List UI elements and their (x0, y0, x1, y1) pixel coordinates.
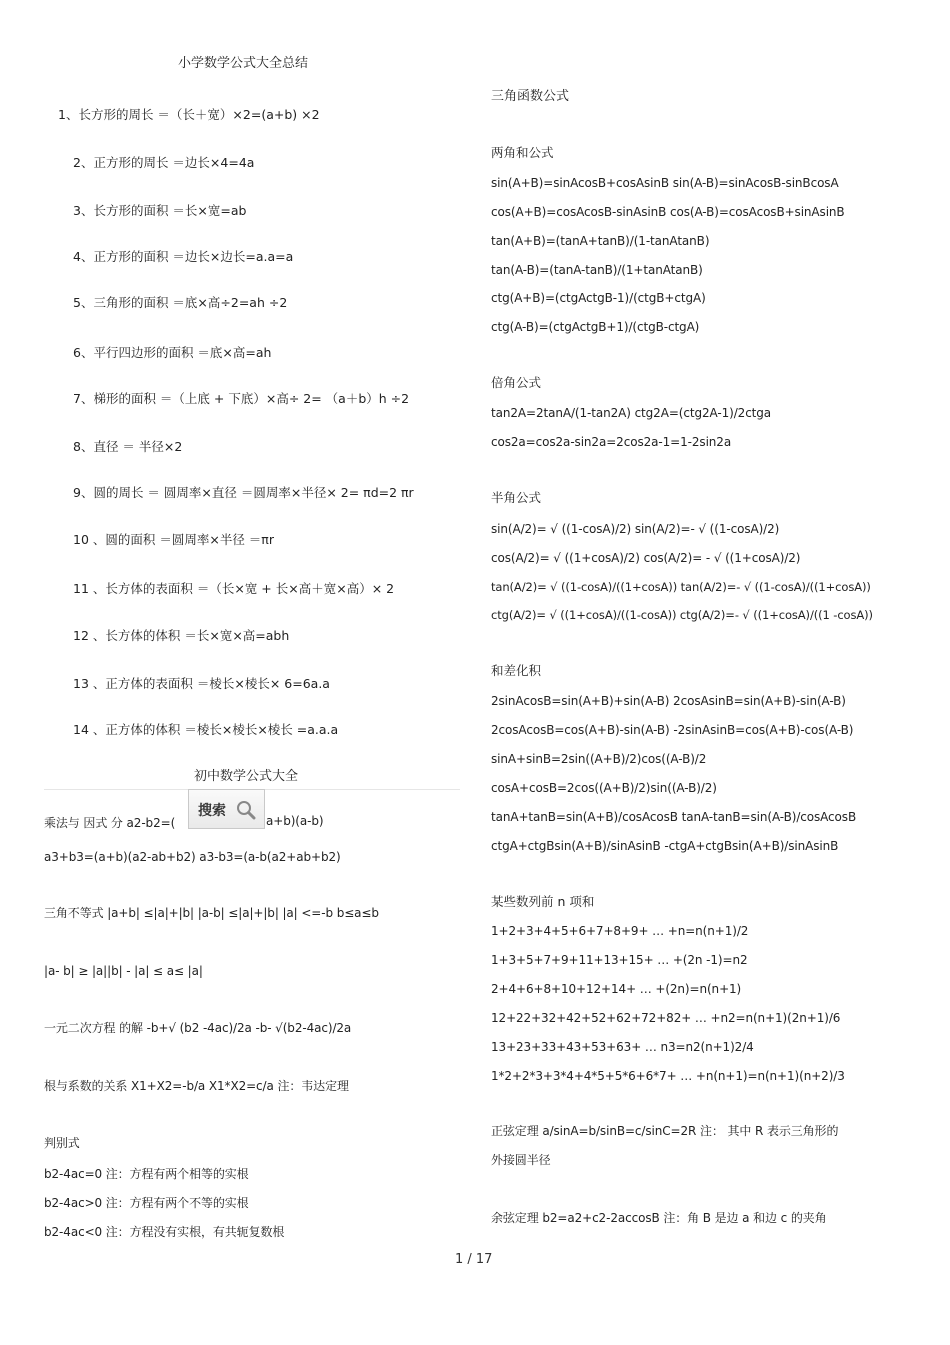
formula-line: cos(A/2)= √ ((1+cosA)/2) cos(A/2)= - √ ((1+cosA)/2) (491, 551, 801, 565)
formula-line: tan(A-B)=(tanA-tanB)/(1+tanAtanB) (491, 263, 703, 277)
formula-line: sin(A+B)=sinAcosB+cosAsinB sin(A-B)=sinAcosB-sinBcosA (491, 176, 839, 190)
list-item: 8、直径 ＝ 半径×2 (73, 439, 183, 454)
formula-line: 2sinAcosB=sin(A+B)+sin(A-B) 2cosAsinB=sin(A+B)-sin(A-B) (491, 694, 846, 708)
formula-line: b2-4ac>0 注：方程有两个不等的实根 (44, 1196, 249, 1210)
page-indicator: 1 / 17 (455, 1252, 493, 1267)
list-item: 3、长方形的面积 ＝长×宽=ab (73, 203, 247, 218)
formula-line: ctg(A/2)= √ ((1+cosA)/((1-cosA)) ctg(A/2)=- √ ((1+cosA)/((1 -cosA)) (491, 608, 873, 622)
list-item: 4、正方形的面积 ＝边长×边长=a.a=a (73, 249, 294, 264)
search-icon (235, 799, 257, 821)
formula-line: ctg(A+B)=(ctgActgB-1)/(ctgB+ctgA) (491, 291, 706, 305)
list-item: 2、正方形的周长 ＝边长×4=4a (73, 155, 255, 170)
subsection-heading: 和差化积 (491, 663, 542, 678)
list-item: 5、三角形的面积 ＝底×高÷2=ah ÷2 (73, 295, 288, 310)
list-item: 7、梯形的面积 ＝（上底 + 下底）×高÷ 2= （a＋b）h ÷2 (73, 391, 410, 406)
formula-line: ctgA+ctgBsin(A+B)/sinAsinB -ctgA+ctgBsin(A+B)/sinAsinB (491, 839, 839, 853)
formula-line: |a- b| ≥ |a||b| - |a| ≤ a≤ |a| (44, 964, 203, 978)
subsection-heading: 倍角公式 (491, 375, 542, 390)
formula-line: cosA+cosB=2cos((A+B)/2)sin((A-B)/2) (491, 781, 717, 795)
search-button[interactable] (188, 789, 265, 829)
formula-line: tan(A/2)= √ ((1-cosA)/((1+cosA)) tan(A/2)=- √ ((1-cosA)/((1+cosA)) (491, 580, 871, 594)
section-title: 三角函数公式 (491, 89, 570, 104)
subsection-heading: 某些数列前 n 项和 (491, 894, 595, 909)
formula-line: 根与系数的关系 X1+X2=-b/a X1*X2=c/a 注：韦达定理 (44, 1079, 349, 1093)
formula-line: 一元二次方程 的解 -b+√ (b2 -4ac)/2a -b- √(b2-4ac)/2a (44, 1021, 352, 1035)
formula-line: 三角不等式 |a+b| ≤|a|+|b| |a-b| ≤|a|+|b| |a| <=-b b≤a≤b (44, 906, 379, 920)
formula-line: 乘法与 因式 分 a2-b2=( (44, 816, 176, 830)
list-item: 10 、圆的面积 ＝圆周率×半径 ＝πr (73, 532, 274, 547)
formula-line: 13+23+33+43+53+63+ … n3=n2(n+1)2/4 (491, 1040, 754, 1054)
formula-line: cos2a=cos2a-sin2a=2cos2a-1=1-2sin2a (491, 435, 732, 449)
formula-line: b2-4ac<0 注：方程没有实根，有共轭复数根 (44, 1225, 285, 1239)
formula-line: sinA+sinB=2sin((A+B)/2)cos((A-B)/2 (491, 752, 707, 766)
list-item: 1、长方形的周长 ＝（长＋宽）×2=(a+b) ×2 (58, 107, 320, 122)
list-item: 12 、长方体的体积 ＝长×宽×高=abh (73, 628, 290, 643)
list-item: 9、圆的周长 ＝ 圆周率×直径 ＝圆周率×半径× 2= πd=2 πr (73, 485, 414, 500)
formula-line: 1+2+3+4+5+6+7+8+9+ … +n=n(n+1)/2 (491, 924, 749, 938)
sine-rule-cont: 外接圆半径 (491, 1153, 551, 1167)
formula-line: cos(A+B)=cosAcosB-sinAsinB cos(A-B)=cosAcosB+sinAsinB (491, 205, 845, 219)
section-title: 初中数学公式大全 (194, 769, 299, 784)
formula-line: ctg(A-B)=(ctgActgB+1)/(ctgB-ctgA) (491, 320, 700, 334)
cosine-rule: 余弦定理 b2=a2+c2-2accosB 注：角 B 是边 a 和边 c 的夹角 (491, 1211, 827, 1225)
subsection-heading: 两角和公式 (491, 145, 554, 160)
formula-line: 2+4+6+8+10+12+14+ … +(2n)=n(n+1) (491, 982, 742, 996)
sine-rule: 正弦定理 a/sinA=b/sinB=c/sinC=2R 注： 其中 R 表示三角形的 (491, 1124, 839, 1138)
formula-line: 1*2+2*3+3*4+4*5+5*6+6*7+ … +n(n+1)=n(n+1)(n+2)/3 (491, 1069, 845, 1083)
formula-line: a3+b3=(a+b)(a2-ab+b2) a3-b3=(a-b(a2+ab+b2) (44, 850, 341, 864)
formula-line: sin(A/2)= √ ((1-cosA)/2) sin(A/2)=- √ ((1-cosA)/2) (491, 522, 780, 536)
subsection-heading: 半角公式 (491, 490, 542, 505)
formula-line: a+b)(a-b) (266, 814, 324, 828)
list-item: 6、平行四边形的面积 ＝底×高=ah (73, 345, 272, 360)
formula-line: 1+3+5+7+9+11+13+15+ … +(2n -1)=n2 (491, 953, 748, 967)
formula-line: b2-4ac=0 注：方程有两个相等的实根 (44, 1167, 249, 1181)
page-title: 小学数学公式大全总结 (178, 56, 309, 71)
formula-line: 12+22+32+42+52+62+72+82+ … +n2=n(n+1)(2n+1)/6 (491, 1011, 841, 1025)
list-item: 11 、长方体的表面积 ＝（长×宽 + 长×高＋宽×高）× 2 (73, 581, 395, 596)
formula-line: 2cosAcosB=cos(A+B)-sin(A-B) -2sinAsinB=cos(A+B)-cos(A-B) (491, 723, 854, 737)
formula-line: tan2A=2tanA/(1-tan2A) ctg2A=(ctg2A-1)/2ctga (491, 406, 772, 420)
search-label: 搜索 (198, 803, 226, 819)
formula-line: tan(A+B)=(tanA+tanB)/(1-tanAtanB) (491, 234, 710, 248)
list-item: 13 、正方体的表面积 ＝棱长×棱长× 6=6a.a (73, 676, 330, 691)
list-item: 14 、正方体的体积 ＝棱长×棱长×棱长 =a.a.a (73, 722, 339, 737)
subsection-heading: 判别式 (44, 1136, 80, 1150)
formula-line: tanA+tanB=sin(A+B)/cosAcosB tanA-tanB=sin(A-B)/cosAcosB (491, 810, 857, 824)
